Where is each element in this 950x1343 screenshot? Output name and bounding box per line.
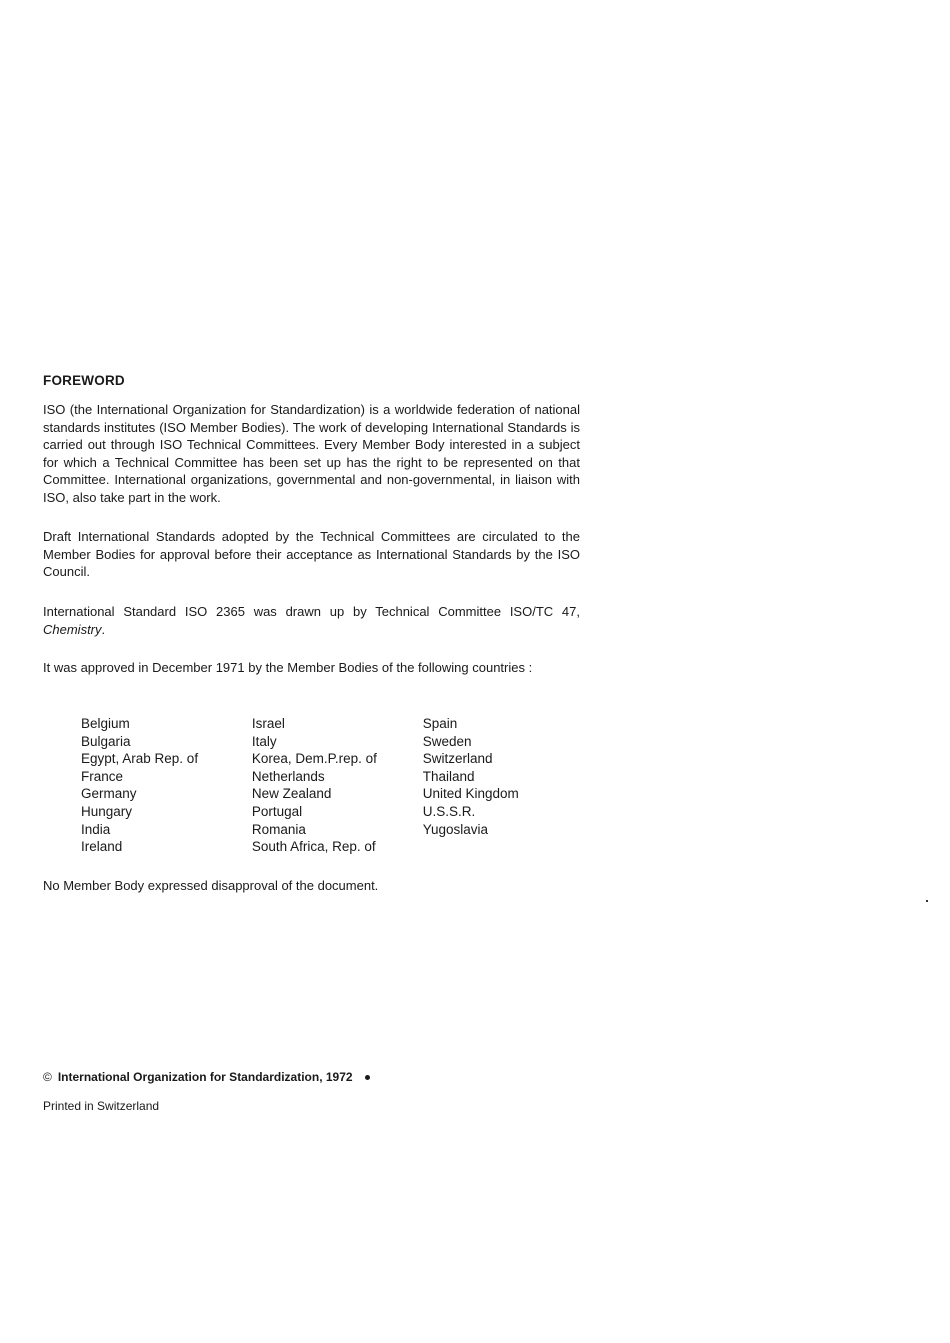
country-item: France — [81, 768, 124, 784]
country-item: Sweden — [422, 733, 472, 749]
scan-speck — [926, 900, 928, 902]
country-item: Switzerland — [422, 751, 493, 767]
country-item: Bulgaria — [81, 733, 131, 749]
country-item: Germany — [81, 786, 137, 802]
standard-text: International Standard ISO 2365 was drawn up by Technical Committee ISO/TC 47, — [43, 604, 580, 619]
country-item: New Zealand — [251, 786, 332, 802]
country-item: Egypt, Arab Rep. of — [81, 751, 199, 767]
country-item: U.S.S.R. — [422, 803, 476, 819]
printed-location: Printed in Switzerland — [43, 1099, 160, 1113]
foreword-paragraph-drafts: Draft International Standards adopted by the Technical Committees are circulated to the Member Bodies for approval before their acceptance as International Standards by the ISO Council. — [43, 529, 580, 580]
country-item: Yugoslavia — [422, 821, 489, 837]
committee-name: Chemistry — [43, 621, 102, 637]
country-item: Portugal — [251, 803, 303, 819]
country-item: Thailand — [422, 768, 475, 784]
copyright-icon: © — [43, 1070, 52, 1084]
country-item: Ireland — [81, 839, 123, 855]
foreword-paragraph-disapproval: No Member Body expressed disapproval of the document. — [43, 878, 379, 893]
copyright-organization: International Organization for Standardization, 1972 — [57, 1070, 353, 1084]
country-item: Korea, Dem.P.rep. of — [251, 751, 377, 767]
foreword-paragraph-iso: ISO (the International Organization for Standardization) is a worldwide federation of national standards institutes (ISO Member Bodies). The work of developing International Standards is carried out through ISO Technical Committees. Every Member Body interested in a subject for which a Technical Committee has been set up has the right to be represented on that Committee. International organizations, governmental and non-governmental, in liaison with ISO, also take part in the work. — [43, 402, 580, 505]
country-item: Romania — [251, 821, 306, 837]
standard-text-end: . — [101, 621, 106, 637]
country-item: Spain — [422, 716, 458, 731]
country-column-3 — [423, 715, 561, 856]
foreword-paragraph-approval: It was approved in December 1971 by the Member Bodies of the following countries : — [43, 660, 533, 675]
country-item: Italy — [251, 733, 277, 749]
country-column-1 — [81, 715, 252, 856]
copyright-line — [43, 1070, 370, 1084]
country-item: Israel — [251, 716, 285, 731]
country-item: South Africa, Rep. of — [251, 839, 376, 855]
country-item: Netherlands — [251, 768, 325, 784]
foreword-heading: FOREWORD — [43, 373, 125, 388]
country-item: India — [81, 821, 111, 837]
bullet-icon — [365, 1075, 370, 1080]
country-list — [81, 715, 561, 856]
country-item: United Kingdom — [422, 786, 519, 802]
country-item: Belgium — [81, 716, 130, 731]
foreword-paragraph-standard — [43, 603, 580, 638]
country-item: Hungary — [81, 803, 133, 819]
country-column-2 — [252, 715, 423, 856]
